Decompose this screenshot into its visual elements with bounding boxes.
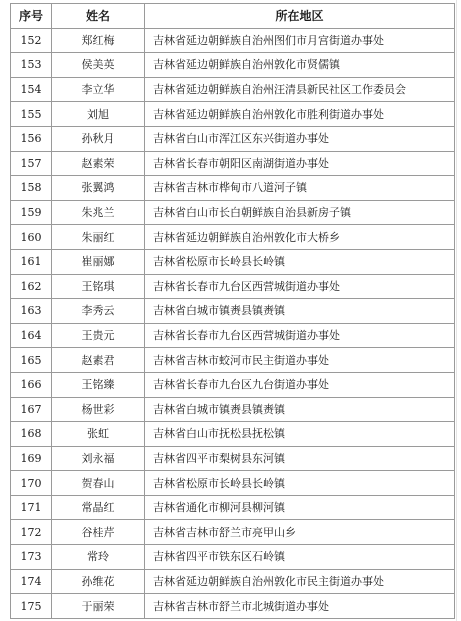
row-location: 吉林省长春市朝阳区南湖街道办事处 (145, 151, 455, 176)
row-serial-number: 174 (11, 569, 52, 594)
table-row (11, 225, 455, 250)
row-name: 李秀云 (52, 299, 145, 324)
row-name: 刘永福 (52, 446, 145, 471)
row-location: 吉林省长春市九台区西营城街道办事处 (145, 274, 455, 299)
row-serial-number: 173 (11, 545, 52, 570)
row-location: 吉林省松原市长岭县长岭镇 (145, 471, 455, 496)
row-serial-number: 169 (11, 446, 52, 471)
row-serial-number: 154 (11, 77, 52, 102)
table-row (11, 299, 455, 324)
row-name: 张虹 (52, 422, 145, 447)
row-name: 谷桂芹 (52, 520, 145, 545)
row-location: 吉林省延边朝鲜族自治州敦化市大桥乡 (145, 225, 455, 250)
row-location: 吉林省延边朝鲜族自治州敦化市胜利街道办事处 (145, 102, 455, 127)
row-name: 侯美英 (52, 53, 145, 78)
row-location: 吉林省长春市九台区西营城街道办事处 (145, 323, 455, 348)
row-location: 吉林省吉林市蛟河市民主街道办事处 (145, 348, 455, 373)
row-location: 吉林省延边朝鲜族自治州敦化市贤儒镇 (145, 53, 455, 78)
row-serial-number: 159 (11, 200, 52, 225)
row-serial-number: 163 (11, 299, 52, 324)
table-row (11, 274, 455, 299)
row-serial-number: 160 (11, 225, 52, 250)
row-name: 赵素君 (52, 348, 145, 373)
header-name: 姓名 (52, 4, 145, 29)
row-serial-number: 164 (11, 323, 52, 348)
row-name: 朱丽红 (52, 225, 145, 250)
table-row (11, 151, 455, 176)
row-location: 吉林省吉林市舒兰市北城街道办事处 (145, 594, 455, 619)
row-name: 郑红梅 (52, 28, 145, 53)
table-row (11, 372, 455, 397)
row-serial-number: 165 (11, 348, 52, 373)
row-name: 常玲 (52, 545, 145, 570)
row-location: 吉林省通化市柳河县柳河镇 (145, 495, 455, 520)
row-serial-number: 162 (11, 274, 52, 299)
row-location: 吉林省延边朝鲜族自治州敦化市民主街道办事处 (145, 569, 455, 594)
row-serial-number: 157 (11, 151, 52, 176)
row-location: 吉林省白城市镇赉县镇赉镇 (145, 299, 455, 324)
row-name: 李立华 (52, 77, 145, 102)
row-name: 张翼鸿 (52, 176, 145, 201)
row-location: 吉林省四平市铁东区石岭镇 (145, 545, 455, 570)
row-location: 吉林省白山市长白朝鲜族自治县新房子镇 (145, 200, 455, 225)
row-serial-number: 158 (11, 176, 52, 201)
row-name: 朱兆兰 (52, 200, 145, 225)
row-name: 杨世彩 (52, 397, 145, 422)
row-serial-number: 156 (11, 126, 52, 151)
table-body (11, 28, 455, 618)
row-name: 刘旭 (52, 102, 145, 127)
row-location: 吉林省白山市抚松县抚松镇 (145, 422, 455, 447)
row-serial-number: 170 (11, 471, 52, 496)
row-location: 吉林省四平市梨树县东河镇 (145, 446, 455, 471)
table-row (11, 422, 455, 447)
row-location: 吉林省延边朝鲜族自治州汪清县新民社区工作委员会 (145, 77, 455, 102)
table-row (11, 176, 455, 201)
table-row (11, 200, 455, 225)
row-location: 吉林省白山市浑江区东兴街道办事处 (145, 126, 455, 151)
row-name: 孙秋月 (52, 126, 145, 151)
row-serial-number: 152 (11, 28, 52, 53)
table-row (11, 397, 455, 422)
row-name: 王铭琪 (52, 274, 145, 299)
table-row (11, 28, 455, 53)
row-name: 王铭臻 (52, 372, 145, 397)
table-row (11, 446, 455, 471)
table-row (11, 53, 455, 78)
row-serial-number: 153 (11, 53, 52, 78)
header-serial-number: 序号 (11, 4, 52, 29)
row-serial-number: 167 (11, 397, 52, 422)
page-edge-divider (456, 0, 457, 621)
row-name: 于丽荣 (52, 594, 145, 619)
row-name: 常晶红 (52, 495, 145, 520)
row-name: 贺春山 (52, 471, 145, 496)
row-name: 崔丽娜 (52, 249, 145, 274)
table-row (11, 495, 455, 520)
honor-list-table-frame (10, 3, 455, 618)
table-row (11, 77, 455, 102)
row-name: 孙维花 (52, 569, 145, 594)
row-serial-number: 166 (11, 372, 52, 397)
table-row (11, 594, 455, 619)
row-name: 赵素荣 (52, 151, 145, 176)
table-row (11, 471, 455, 496)
row-serial-number: 175 (11, 594, 52, 619)
honor-list-table (10, 3, 455, 619)
row-serial-number: 155 (11, 102, 52, 127)
table-row (11, 126, 455, 151)
row-name: 王贵元 (52, 323, 145, 348)
table-row (11, 102, 455, 127)
table-row (11, 520, 455, 545)
table-row (11, 569, 455, 594)
header-location: 所在地区 (145, 4, 455, 29)
row-serial-number: 171 (11, 495, 52, 520)
row-location: 吉林省长春市九台区九台街道办事处 (145, 372, 455, 397)
table-row (11, 323, 455, 348)
row-serial-number: 172 (11, 520, 52, 545)
table-row (11, 249, 455, 274)
row-location: 吉林省吉林市舒兰市亮甲山乡 (145, 520, 455, 545)
row-serial-number: 161 (11, 249, 52, 274)
row-serial-number: 168 (11, 422, 52, 447)
row-location: 吉林省吉林市桦甸市八道河子镇 (145, 176, 455, 201)
table-row (11, 348, 455, 373)
row-location: 吉林省延边朝鲜族自治州图们市月宫街道办事处 (145, 28, 455, 53)
table-row (11, 545, 455, 570)
table-header-row (11, 4, 455, 29)
row-location: 吉林省松原市长岭县长岭镇 (145, 249, 455, 274)
row-location: 吉林省白城市镇赉县镇赉镇 (145, 397, 455, 422)
